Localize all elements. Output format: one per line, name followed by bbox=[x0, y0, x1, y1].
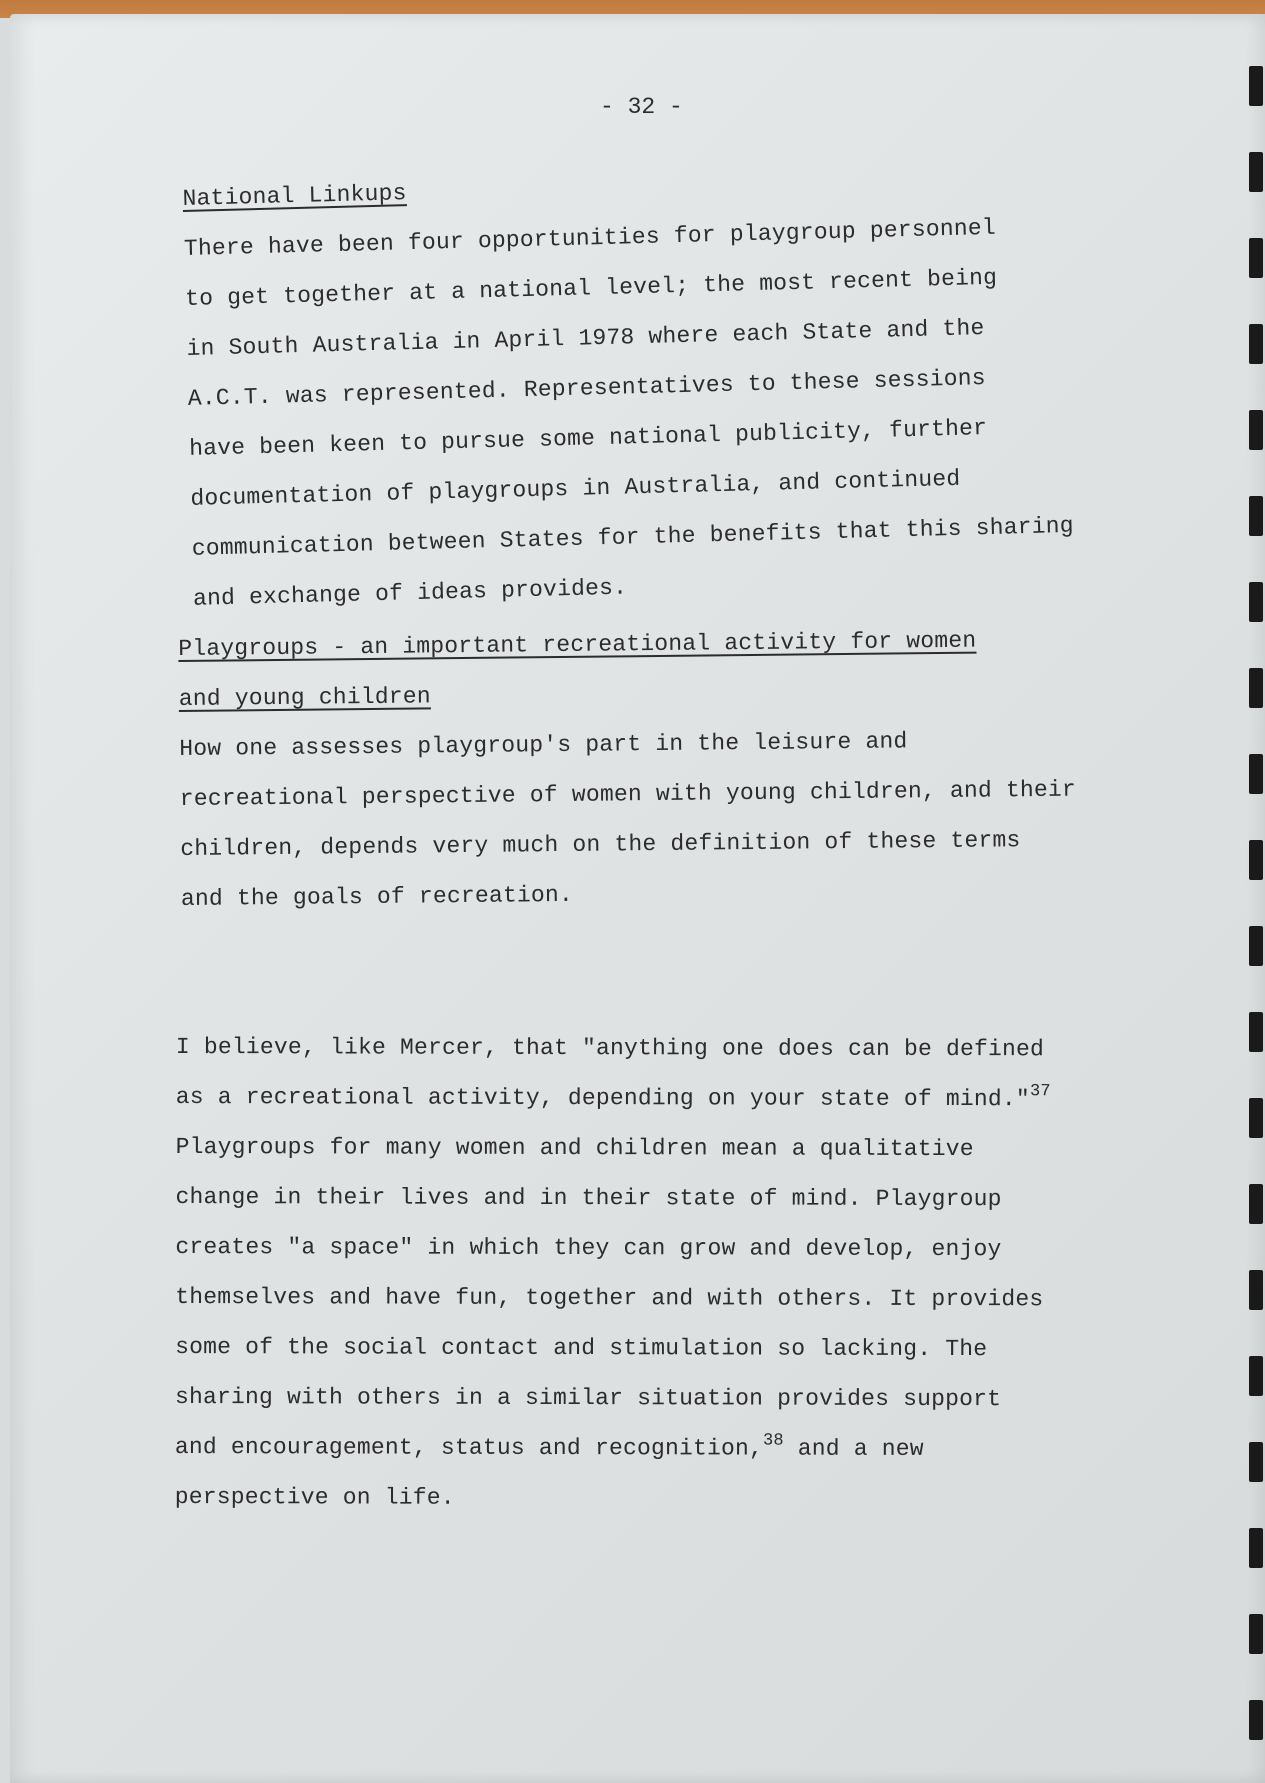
text-line: themselves and have fun, together and with others. It provides bbox=[175, 1283, 1044, 1313]
binding-hole bbox=[1249, 1356, 1263, 1396]
typed-page bbox=[10, 14, 1265, 1783]
text-line: sharing with others in a similar situation provides support bbox=[174, 1383, 1002, 1413]
text-line: creates "a space" in which they can grow and develop, enjoy bbox=[175, 1233, 1002, 1263]
text-line: change in their lives and in their state of mind. Playgroup bbox=[175, 1183, 1002, 1213]
binding-hole bbox=[1249, 1614, 1263, 1654]
binding-hole bbox=[1249, 1012, 1263, 1052]
text-line: to get together at a national level; the most recent being bbox=[184, 264, 998, 312]
text-fragment: and encouragement, status and recognition, bbox=[174, 1433, 764, 1462]
text-line bbox=[175, 1422, 1050, 1474]
binding-hole bbox=[1249, 840, 1263, 880]
binding-hole bbox=[1249, 66, 1263, 106]
binding-hole bbox=[1249, 1270, 1263, 1310]
binding-hole bbox=[1249, 1442, 1263, 1482]
binding-hole bbox=[1249, 754, 1263, 794]
section-heading: National Linkups bbox=[182, 180, 407, 212]
footnote-marker: 37 bbox=[1029, 1082, 1051, 1102]
text-line: recreational perspective of women with young children, and their bbox=[179, 776, 1077, 812]
text-line: Playgroups for many women and children mean a qualitative bbox=[175, 1133, 974, 1163]
binding-hole bbox=[1249, 1184, 1263, 1224]
binding-hole bbox=[1249, 238, 1263, 278]
binding-hole bbox=[1249, 496, 1263, 536]
binding-hole bbox=[1249, 668, 1263, 708]
text-line: children, depends very much on the definition of these terms bbox=[180, 827, 1021, 862]
binding-hole bbox=[1249, 1528, 1263, 1568]
text-line: perspective on life. bbox=[174, 1483, 455, 1511]
spiral-binding bbox=[1243, 54, 1265, 1783]
section-national-linkups bbox=[182, 151, 1076, 624]
text-fragment: and a new bbox=[783, 1435, 924, 1462]
section-heading: and young children bbox=[178, 683, 431, 712]
text-fragment: as a recreational activity, depending on your state of mind." bbox=[175, 1083, 1030, 1113]
binding-hole bbox=[1249, 582, 1263, 622]
binding-hole bbox=[1249, 1098, 1263, 1138]
text-line: A.C.T. was represented. Representatives to these sessions bbox=[187, 365, 987, 412]
section-playgroups-recreation bbox=[178, 615, 1077, 924]
binding-hole bbox=[1249, 324, 1263, 364]
text-line: communication between States for the benefits that this sharing bbox=[191, 512, 1075, 562]
text-line: and the goals of recreation. bbox=[180, 881, 574, 912]
text-line: in South Australia in April 1978 where each State and the bbox=[186, 315, 985, 362]
text-line: and exchange of ideas provides. bbox=[192, 574, 628, 612]
binding-hole bbox=[1249, 1700, 1263, 1740]
text-line: have been keen to pursue some national publicity, further bbox=[188, 415, 988, 462]
text-line bbox=[176, 1072, 1051, 1124]
binding-hole bbox=[1249, 152, 1263, 192]
paragraph-mercer bbox=[175, 1022, 1051, 1524]
text-line: some of the social contact and stimulation so lacking. The bbox=[175, 1333, 988, 1363]
section-heading: Playgroups - an important recreational activity for women bbox=[178, 627, 977, 662]
binding-hole bbox=[1249, 926, 1263, 966]
binding-hole bbox=[1249, 410, 1263, 450]
text-line: documentation of playgroups in Australia, and continued bbox=[190, 465, 961, 512]
text-line: I believe, like Mercer, that "anything one does can be defined bbox=[175, 1034, 1045, 1063]
page-number: - 32 - bbox=[600, 94, 683, 120]
text-line: There have been four opportunities for playgroup personnel bbox=[183, 214, 997, 262]
footnote-marker: 38 bbox=[762, 1431, 784, 1451]
text-line: How one assesses playgroup's part in the leisure and bbox=[179, 728, 908, 762]
